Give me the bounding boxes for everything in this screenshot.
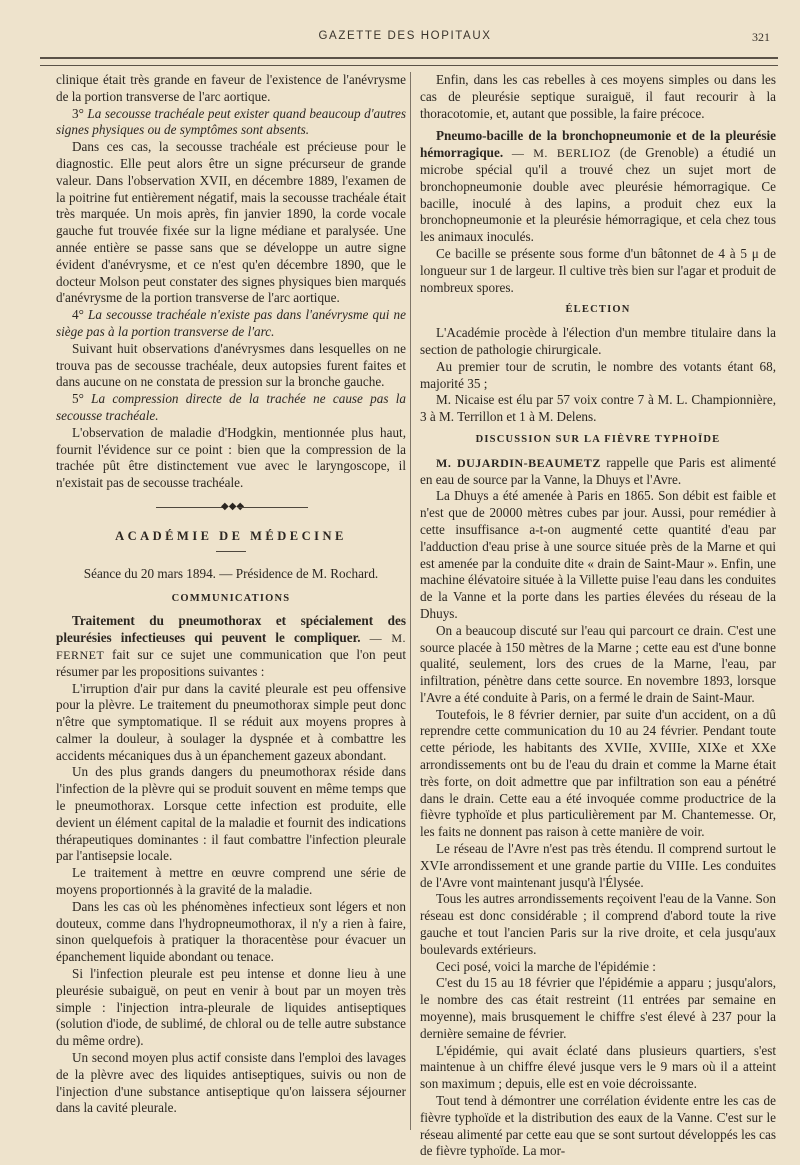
point-text: La secousse trachéale n'existe pas dans l'anévrysme qui ne siège pas à la portion transverse de l'arc. — [56, 307, 406, 339]
ornament-line — [156, 507, 226, 508]
paragraph: Un second moyen plus actif consiste dans l'emploi des lavages de la plèvre avec des liquides antiseptiques, suivis ou non de l'injection d'une substance antiseptique qu'on laissera séjourner dans la cavité pleurale. — [56, 1050, 406, 1116]
session-line: Séance du 20 mars 1894. — Présidence de M. Rochard. — [83, 565, 379, 581]
paragraph: Ce bacille se présente sous forme d'un bâtonnet de 4 à 5 μ de longueur sur 1 de largeur. Il cultive très bien sur l'agar et produit de nombreux spores. — [420, 245, 776, 295]
paragraph: Tous les autres arrondissements reçoivent l'eau de la Vanne. Son réseau est donc considérable ; il comprend d'abord toute la rive gauche et tout l'ancien Paris sur la rive droite, et cela jusqu'aux boulevards extérieurs. — [420, 891, 776, 957]
article-text: fait sur ce sujet une communication que l'on peut résumer par les propositions suivantes : — [56, 646, 406, 679]
article-title: Traitement du pneumothorax et spécialement des pleurésies infectieuses qui peuvent le compliquer. — [56, 613, 406, 646]
paragraph: Le traitement à mettre en œuvre comprend une série de moyens proportionnés à la gravité de la maladie. — [56, 865, 406, 898]
paragraph: Ceci posé, voici la marche de l'épidémie : — [436, 958, 656, 974]
article-title: Pneumo-bacille de la bronchopneumonie et de la pleurésie hémorragique. — [420, 128, 776, 161]
numbered-point-5 — [56, 391, 406, 425]
paragraph: Si l'infection pleurale est peu intense et donne lieu à une pleurésie subaiguë, on peut en venir à bout par un moyen très simple : l'injection intra-pleurale de liquides antiseptiques (solution d'iode, de sublimé, de chloral ou de telle autre substance du même ordre). — [56, 966, 406, 1049]
article-text: rappelle que Paris est alimenté en eau de source par la Vanne, la Dhuys et l'Avre. — [420, 454, 777, 487]
paragraph: Toutefois, le 8 février dernier, par suite d'un accident, on a dû reprendre cette communication du 10 au 24 février. Pendant toute cette période, les habitants des XVIIe, XVIIIe, XIXe et XXe arrondissements ont bu de l'eau du drain et comme la Marne était très forte, on doit admettre que par infiltration son eau a pénétré dans le drain. Cette eau a été invoquée comme productrice de la fièvre typhoïde et plus particulièrement par M. Chantemesse. Or, les faits ne donnent pas raison à cette manière de voir. — [420, 706, 776, 840]
paragraph: M. Nicaise est élu par 57 voix contre 7 à M. L. Championnière, 3 à M. Terrillon et 1 à M. Delens. — [420, 392, 776, 425]
short-rule — [216, 551, 246, 552]
article-lead — [56, 613, 406, 680]
section-title: ACADÉMIE DE MÉDECINE — [115, 528, 347, 543]
left-column — [56, 72, 406, 1117]
ornament-line — [238, 507, 308, 508]
ornamental-divider — [56, 502, 406, 512]
numbered-point-4 — [56, 307, 406, 341]
subsection-heading: COMMUNICATIONS — [171, 592, 291, 604]
header-double-rule — [40, 57, 778, 66]
paragraph: Suivant huit observations d'anévrysmes dans lesquelles on ne trouva pas de secousse trachéale, deux autopsies furent faites et dans aucune on ne constata de pression sur la bronche gauche. — [56, 340, 406, 390]
article-lead — [420, 455, 776, 489]
paragraph: Un des plus grands dangers du pneumothorax réside dans l'infection de la plèvre qui se produit souvent en même temps que le pneumothorax. Lorsque cette infection est produite, elle devient un élément capital de la maladie et fournit des indications thérapeutiques dominantes : il faut combattre l'infection pleurale par l'antisepsie locale. — [56, 764, 406, 864]
paragraph: Tout tend à démontrer une corrélation évidente entre les cas de fièvre typhoïde et la distribution des eaux de la Vanne. C'est sur le réseau alimenté par cette eau que se sont surtout développés les cas de fièvre typhoïde. La mor- — [420, 1093, 776, 1159]
paragraph: clinique était très grande en faveur de l'existence de l'anévrysme de la portion transverse de l'arc aortique. — [56, 72, 406, 104]
paragraph: Dans les cas où les phénomènes infectieux sont légers et non douteux, comme dans l'hydropneumothorax, il n'y a rien à faire, sinon quelquefois à pratiquer la thoracentèse pour évacuer un épanchement liquide abondant ou tenace. — [56, 898, 406, 965]
paragraph: L'irruption d'air pur dans la cavité pleurale est peu offensive pour la plèvre. Le traitement du pneumothorax simple peut donc n'être que symptomatique. Il se réduit aux moyens propres à calmer la douleur, à soulager la dyspnée et à combattre les accidents mécaniques dus à un épanchement gazeux abondant. — [56, 680, 406, 763]
newspaper-title: GAZETTE DES HOPITAUX — [318, 30, 492, 42]
column-divider — [410, 72, 411, 1130]
author-name: — M. FERNET — [56, 631, 407, 662]
numbered-point-3 — [56, 106, 406, 140]
paragraph: On a beaucoup discuté sur l'eau qui parcourt ce drain. C'est une source placée à 150 mètres de la Marne ; cette eau est d'une bonne qualité, seulement, lors des crues de la Marne, l'eau, par infiltration, pénètre dans cette source. En novembre 1893, lorsque l'Avre a été conduite à Paris, on a fermé le drain de Saint-Maur. — [420, 622, 776, 705]
paragraph: Au premier tour de scrutin, le nombre des votants étant 68, majorité 35 ; — [420, 358, 776, 391]
author-name: — M. BERLIOZ — [511, 146, 611, 161]
paragraph: La Dhuys a été amenée à Paris en 1865. Son débit est faible et n'est que de 20000 mètres cubes par jour. Aussi, pour remédier à cette insuffisance a-t-on augmenté cette quantité d'eau par l'adduction d'eau prise à une source située près de la Marne et qui est amenée par la conduite dite « drain de Saint-Maur ». Enfin, une machine élévatoire située à la Villette puise l'eau dans les conduites de la Vanne et la porte dans les parties élevées du réseau de la Dhuys. — [420, 488, 776, 621]
author-name: M. DUJARDIN-BEAUMETZ — [436, 455, 601, 470]
masthead — [40, 30, 770, 54]
point-number: 4° — [72, 307, 84, 323]
paragraph: L'épidémie, qui avait éclaté dans plusieurs quartiers, s'est maintenue à un chiffre élevé jusque vers le 9 mars où il a atteint son maximum ; depuis, elle est en voie décroissante. — [420, 1042, 776, 1092]
paragraph: L'Académie procède à l'élection d'un membre titulaire dans la section de pathologie chirurgicale. — [420, 325, 776, 357]
article-text: (de Grenoble) a étudié un microbe spécial qu'il a trouvé chez un sujet mort de bronchopneumonie double avec pleurésie hémorragique. Ce bacille, inoculé à des lapins, a produit chez eux la bronchopneumonie et la pleurésie hémorragique, et cela chez tous les animaux inoculés. — [420, 145, 777, 245]
point-number: 3° — [72, 105, 84, 121]
point-text: La compression directe de la trachée ne cause pas la secousse trachéale. — [56, 391, 406, 423]
point-number: 5° — [72, 391, 84, 407]
paragraph: Le réseau de l'Avre n'est pas très étendu. Il comprend surtout le XVIe arrondissement et une grande partie du VIIIe. Les conduites de l'Avre vont maintenant jusqu'à l'Élysée. — [420, 841, 776, 890]
paragraph: Enfin, dans les cas rebelles à ces moyens simples ou dans les cas de pleurésie septique suraiguë, il faut recourir à la thoracotomie, et, autant que possible, la faire précoce. — [420, 72, 776, 121]
article-lead — [420, 128, 776, 246]
subsection-heading: DISCUSSION SUR LA FIÈVRE TYPHOÏDE — [475, 433, 721, 445]
subsection-heading: ÉLECTION — [565, 304, 631, 316]
paragraph: C'est du 15 au 18 février que l'épidémie a apparu ; jusqu'alors, le nombre des cas était restreint (11 entrées par semaine en moyenne), mais brusquement le chiffre s'est élevé à 237 pour la dernière semaine de février. — [420, 975, 776, 1041]
paragraph: L'observation de maladie d'Hodgkin, mentionnée plus haut, fournit l'évidence sur ce point : bien que la compression de la trachée pût être distinctement vue avec le laryngoscope, il n'existait pas de secousse trachéale. — [56, 424, 406, 491]
ornament-glyph: ◆◆◆ — [221, 500, 245, 512]
page-number: 321 — [752, 30, 770, 44]
point-text: La secousse trachéale peut exister quand beaucoup d'autres signes physiques ou de symptômes sont absents. — [56, 105, 407, 138]
right-column — [420, 72, 776, 1160]
paragraph: Dans ces cas, la secousse trachéale est précieuse pour le diagnostic. Elle peut alors être un signe précurseur de grande valeur. Dans l'observation XVII, en décembre 1889, l'examen de la poitrine fut entièrement négatif, mais la secousse trachéale était très marquée. Un mois après, fin janvier 1890, la corde vocale gauche fut trouvée fixée sur la ligne médiane et paralysée. Une année entière se passe sans que se développe un autre signe évident d'anévrysme, et ce n'est qu'en décembre 1890, que le docteur Molson peut constater des signes physiques bien marqués d'anévrysme de la portion transverse de l'arc aortique. — [56, 139, 406, 306]
